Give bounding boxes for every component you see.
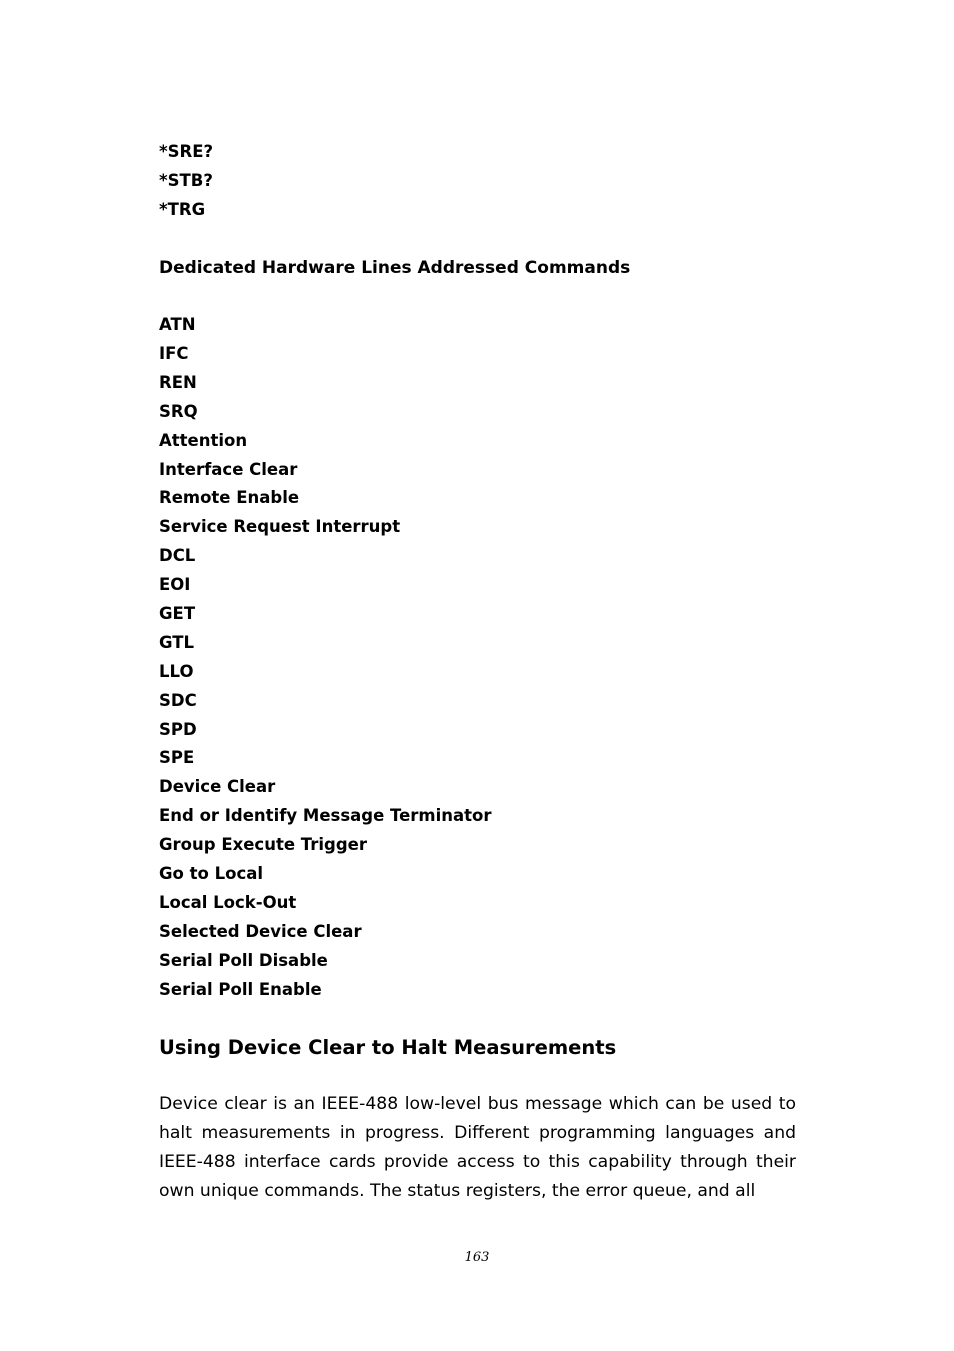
page-content: [159, 138, 796, 1206]
command-item: IFC: [159, 343, 189, 363]
command-item: Group Execute Trigger: [159, 835, 367, 855]
command-item: *TRG: [159, 199, 206, 219]
command-item: Service Request Interrupt: [159, 517, 401, 537]
command-item: Go to Local: [159, 864, 264, 883]
command-item: *SRE?: [159, 142, 214, 161]
command-item: Attention: [159, 430, 248, 450]
command-item: *STB?: [159, 170, 213, 190]
command-item: Serial Poll Disable: [159, 950, 328, 970]
command-item: Device Clear: [159, 777, 276, 797]
command-item: EOI: [159, 575, 191, 595]
command-item: Local Lock-Out: [159, 892, 297, 912]
command-item: End or Identify Message Terminator: [159, 806, 492, 826]
command-item: SRQ: [159, 401, 198, 421]
command-item: GET: [159, 603, 196, 623]
hardware-command-list: [159, 311, 796, 1004]
command-item: LLO: [159, 661, 194, 681]
command-item: REN: [159, 372, 197, 392]
command-item: Serial Poll Enable: [159, 979, 322, 999]
command-item: ATN: [159, 315, 196, 335]
command-item: DCL: [159, 546, 196, 566]
command-item: Selected Device Clear: [159, 921, 362, 941]
command-item: SPD: [159, 719, 197, 739]
command-item: SDC: [159, 690, 197, 710]
body-paragraph: Device clear is an IEEE-488 low-level bus message which can be used to halt measurements in progress. Different programming languages and IEEE-488 interface cards provide access to this capability through their own unique commands. The status registers, the error queue, and all: [159, 1094, 796, 1202]
command-item: Interface Clear: [159, 459, 298, 479]
page-number: 163: [464, 1250, 490, 1265]
section-heading: Dedicated Hardware Lines Addressed Commands: [159, 257, 631, 278]
major-heading: Using Device Clear to Halt Measurements: [159, 1036, 617, 1060]
command-item: GTL: [159, 632, 195, 652]
command-item: SPE: [159, 748, 195, 768]
command-item: Remote Enable: [159, 488, 300, 508]
common-command-list: [159, 138, 796, 225]
